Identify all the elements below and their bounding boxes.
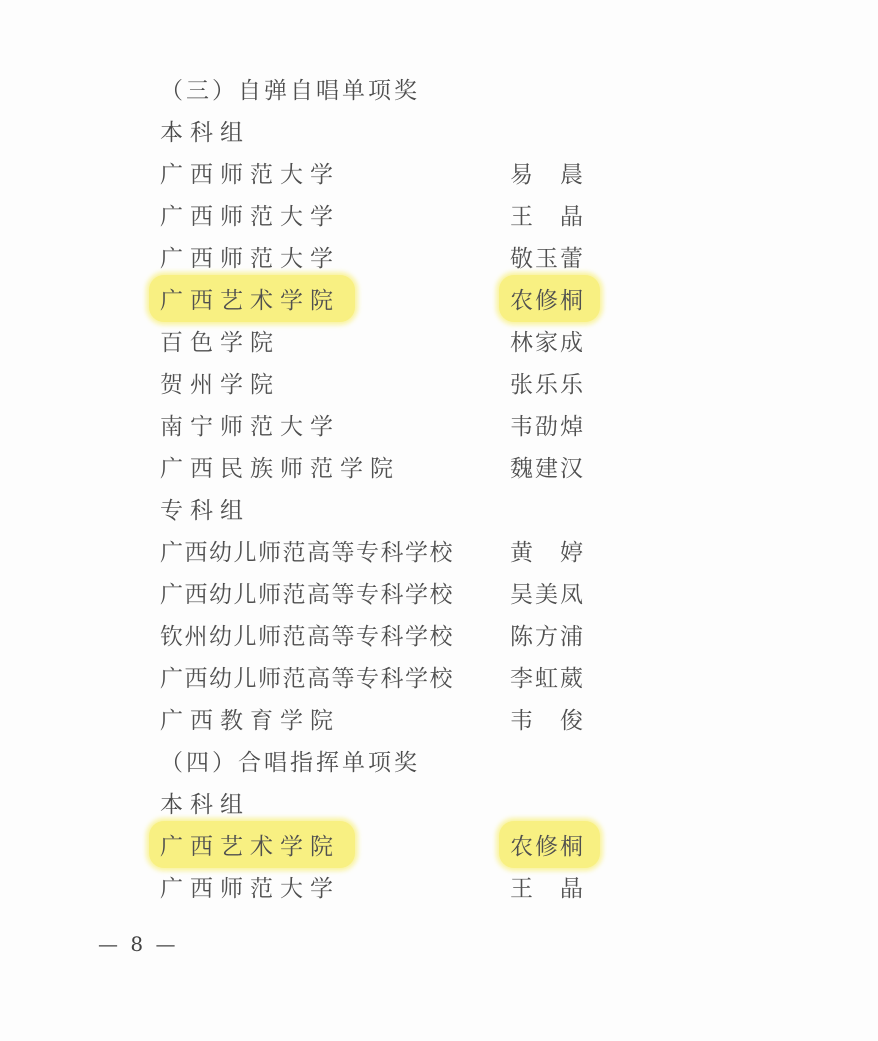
winner-name: 易 晨: [510, 161, 585, 188]
award-row: [160, 361, 878, 403]
school-name: 钦州幼儿师范高等专科学校: [160, 623, 454, 650]
winner-name: 张乐乐: [510, 371, 585, 398]
winner-name: 敬玉蕾: [510, 245, 585, 272]
school-name: 广西幼儿师范高等专科学校: [160, 665, 454, 692]
winner-name: 魏建汉: [510, 455, 585, 482]
winner-name: 王 晶: [510, 203, 585, 230]
award-row: [160, 613, 878, 655]
winner-name: 林家成: [510, 329, 585, 356]
school-name: 广西师范大学: [160, 875, 340, 902]
winner-name: 王 晶: [510, 875, 585, 902]
school-name: 南宁师范大学: [160, 413, 340, 440]
winner-name: 农修桐: [499, 821, 600, 868]
school-name: 广西民族师范学院: [160, 455, 400, 482]
group-label: 本科组: [160, 791, 250, 818]
school-name: 广西幼儿师范高等专科学校: [160, 581, 454, 608]
section-title: （三）自弹自唱单项奖: [160, 77, 420, 104]
award-row: [160, 151, 878, 193]
group-label: 专科组: [160, 497, 250, 524]
award-row: [160, 529, 878, 571]
school-name: 广西幼儿师范高等专科学校: [160, 539, 454, 566]
award-row: [160, 319, 878, 361]
winner-name: 农修桐: [499, 275, 600, 322]
school-name: 广西师范大学: [160, 245, 340, 272]
award-row: [160, 823, 878, 865]
school-name: 广西艺术学院: [149, 821, 355, 868]
school-name: 贺州学院: [160, 371, 280, 398]
award-row: [160, 277, 878, 319]
winner-name: 黄 婷: [510, 539, 585, 566]
section-title: （四）合唱指挥单项奖: [160, 749, 420, 776]
award-row: [160, 193, 878, 235]
school-name: 广西师范大学: [160, 161, 340, 188]
winner-name: 吴美凤: [510, 581, 585, 608]
school-name: 广西师范大学: [160, 203, 340, 230]
award-list: [160, 67, 878, 907]
winner-name: 李虹葳: [510, 665, 585, 692]
school-name: 百色学院: [160, 329, 280, 356]
page-number: — 8 —: [98, 932, 179, 956]
school-name: 广西教育学院: [160, 707, 340, 734]
award-row: [160, 403, 878, 445]
award-row: [160, 697, 878, 739]
school-name: 广西艺术学院: [149, 275, 355, 322]
award-row: [160, 655, 878, 697]
winner-name: 韦劭焯: [510, 413, 585, 440]
winner-name: 韦 俊: [510, 707, 585, 734]
award-row: [160, 445, 878, 487]
award-row: [160, 865, 878, 907]
winner-name: 陈方浦: [510, 623, 585, 650]
award-row: [160, 235, 878, 277]
group-label: 本科组: [160, 119, 250, 146]
award-row: [160, 571, 878, 613]
